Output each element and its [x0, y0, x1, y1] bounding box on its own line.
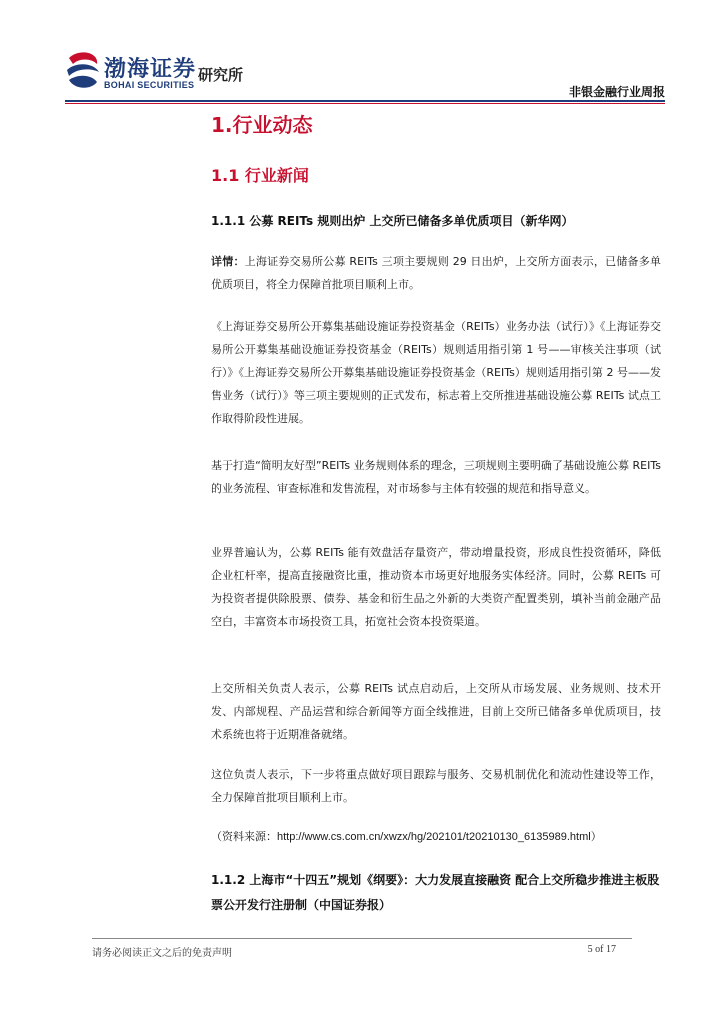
- paragraph: 《上海证券交易所公开募集基础设施证券投资基金（REITs）业务办法（试行）》《上海证券交易所公开募集基础设施证券投资基金（REITs）规则适用指引第 1 号——审核关注事项（试行）》《上海证券交易所公开募集基础设施证券投资基金（REITs）规则适用指引第 2 号——发售业务（试行）》等三项主要规则的正式发布，标志着上交所推进基础设施公募 REITs 试点工作取得阶段性进展。: [211, 320, 661, 425]
- paragraph: 业界普遍认为，公募 REITs 能有效盘活存量资产，带动增量投资，形成良性投资循环，降低企业杠杆率，提高直接融资比重，推动资本市场更好地服务实体经济。同时，公募 REITs 可为投资者提供除股票、债券、基金和衍生品之外新的大类资产配置类别，填补当前金融产品空白，丰富资本市场投资工具，拓宽社会资本投资渠道。: [211, 546, 661, 628]
- paragraph-text: 上海证券交易所公募 REITs 三项主要规则 29 日出炉，上交所方面表示，已储备多单优质项目，将全力保障首批项目顺利上市。: [211, 255, 662, 291]
- paragraph: 上交所相关负责人表示，公募 REITs 试点启动后，上交所从市场发展、业务规则、技术开发、内部规程、产品运营和综合新闻等方面全线推进，目前上交所已储备多单优质项目，技术系统也将于近期准备就绪。: [211, 682, 661, 741]
- paragraph: 这位负责人表示，下一步将重点做好项目跟踪与服务、交易机制优化和流动性建设等工作，全力保障首批项目顺利上市。: [211, 768, 661, 804]
- header-divider-accent: [65, 103, 665, 104]
- report-title: 非银金融行业周报: [568, 85, 665, 99]
- page-number: 5 of 17: [587, 944, 616, 955]
- institute-label: 研究所: [198, 66, 244, 84]
- page-header: [0, 0, 724, 110]
- bohai-logo-icon: [65, 50, 101, 90]
- next-news-heading: 1.1.2 上海市“十四五”规划《纲要》：大力发展直接融资 配合上交所稳步推进主板股票公开发行注册制（中国证券报）: [211, 873, 660, 912]
- footer-divider: [92, 938, 632, 939]
- logo-english-name: BOHAI SECURITIES: [104, 80, 195, 90]
- header-divider: [65, 100, 665, 102]
- paragraph-lead: 详情：: [211, 255, 245, 268]
- logo-chinese-name: 渤海证券: [104, 56, 197, 82]
- footer-disclaimer: 请务必阅读正文之后的免责声明: [92, 948, 232, 959]
- section-heading: 1.行业动态: [211, 113, 313, 137]
- source-citation: （资料来源：http://www.cs.com.cn/xwzx/hg/202101/t20210130_6135989.html）: [211, 831, 602, 843]
- paragraph: 基于打造“简明友好型”REITs 业务规则体系的理念，三项规则主要明确了基础设施公募 REITs 的业务流程、审查标准和发售流程，对市场参与主体有较强的规范和指导意义。: [211, 459, 661, 495]
- subsection-heading: 1.1 行业新闻: [211, 166, 309, 185]
- paragraph-details: [211, 250, 661, 296]
- news-item-heading: 1.1.1 公募 REITs 规则出炉 上交所已储备多单优质项目（新华网）: [211, 214, 574, 228]
